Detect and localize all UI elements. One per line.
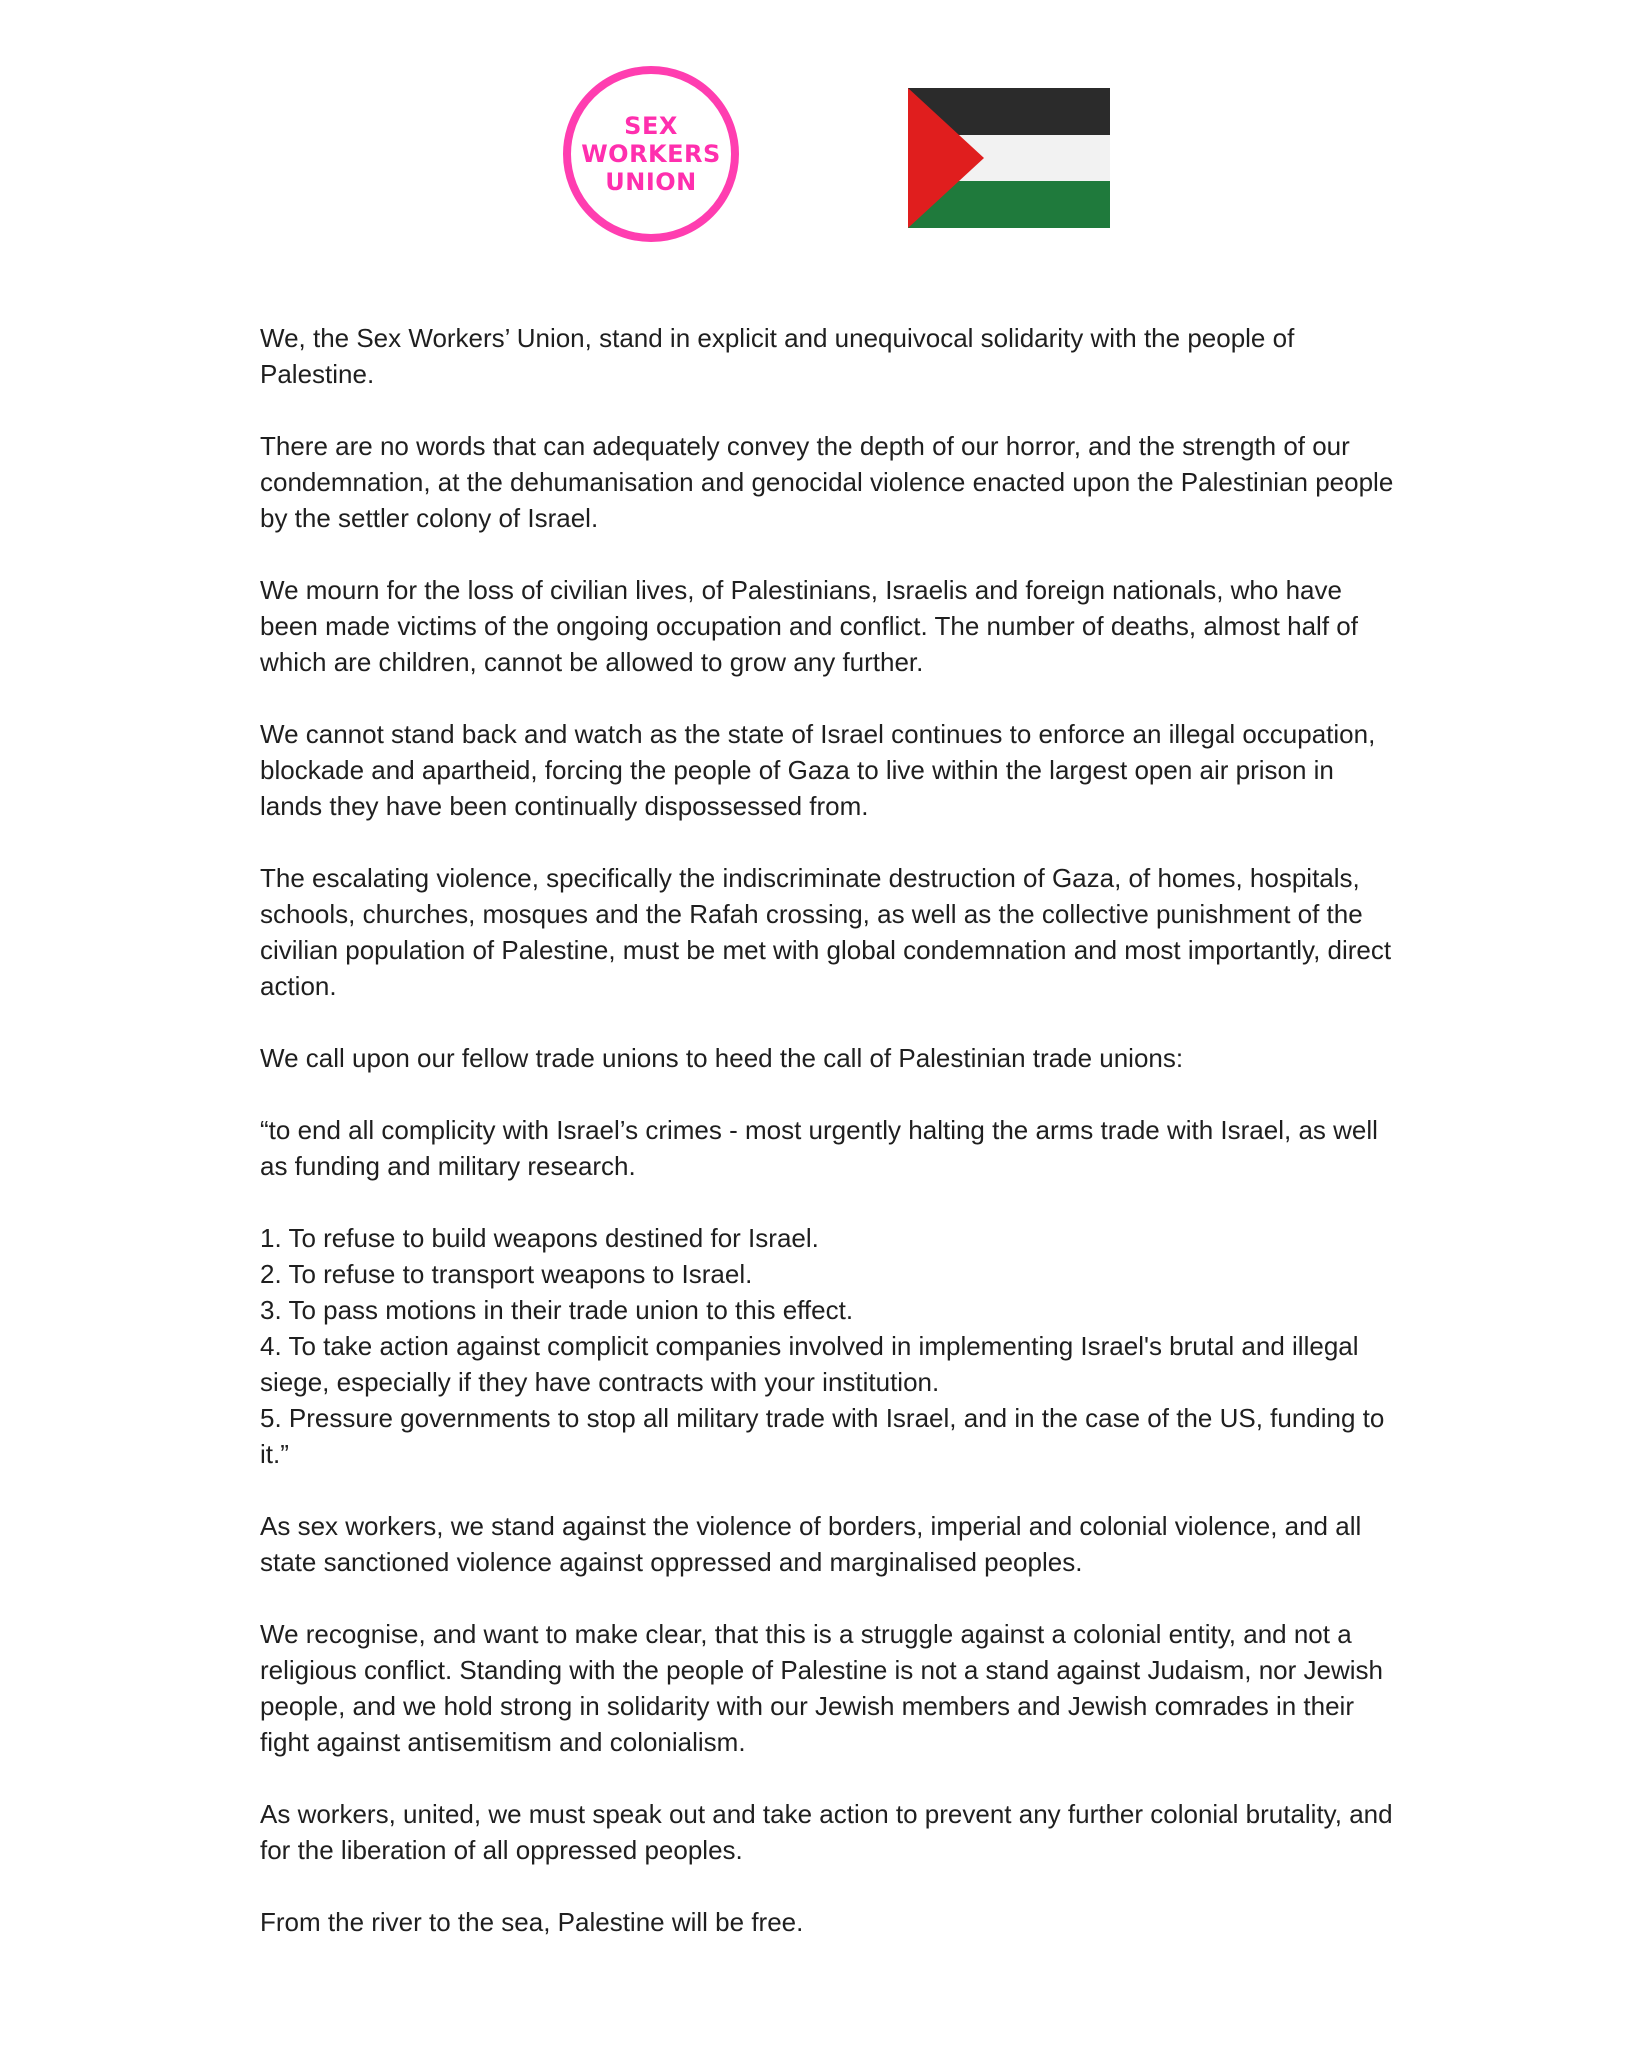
paragraph-occupation: We cannot stand back and watch as the state of Israel continues to enforce an illegal occupation, blockade and apartheid, forcing the people of Gaza to live within the largest open air prison in lands they have been continually dispossessed from. [260,719,1376,821]
logo-line-2: WORKERS [581,140,721,168]
sex-workers-union-logo [563,66,739,242]
list-item: 1. To refuse to build weapons destined for Israel. [260,1223,819,1253]
list-item: 4. To take action against complicit companies involved in implementing Israel's brutal and illegal siege, especially if they have contracts with your institution. [260,1331,1359,1397]
paragraph-quote-intro: “to end all complicity with Israel’s crimes - most urgently halting the arms trade with Israel, as well as funding and military research. [260,1115,1378,1181]
paragraph-call-to-unions: We call upon our fellow trade unions to heed the call of Palestinian trade unions: [260,1043,1184,1073]
paragraph-against-violence: As sex workers, we stand against the violence of borders, imperial and colonial violence, and all state sanctioned violence against oppressed and marginalised peoples. [260,1511,1362,1577]
paragraph-workers-united: As workers, united, we must speak out and take action to prevent any further colonial brutality, and for the liberation of all oppressed peoples. [260,1799,1393,1865]
list-item: 5. Pressure governments to stop all military trade with Israel, and in the case of the US, funding to it.” [260,1403,1385,1469]
paragraph-solidarity: We, the Sex Workers’ Union, stand in explicit and unequivocal solidarity with the people of Palestine. [260,323,1295,389]
palestine-flag-icon [908,88,1110,228]
paragraph-mourning: We mourn for the loss of civilian lives, of Palestinians, Israelis and foreign nationals, who have been made victims of the ongoing occupation and conflict. The number of deaths, almost half of which are children, cannot be allowed to grow any further. [260,575,1358,677]
paragraph-final-line: From the river to the sea, Palestine will be free. [260,1907,804,1937]
logo-line-3: UNION [605,168,697,196]
demands-list [260,1220,1400,1472]
list-item: 2. To refuse to transport weapons to Israel. [260,1259,753,1289]
flag-graphic [908,88,1110,228]
statement-body [260,320,1400,1976]
list-item: 3. To pass motions in their trade union to this effect. [260,1295,854,1325]
logo-line-1: SEX [624,112,678,140]
header [0,60,1638,260]
paragraph-colonial-struggle: We recognise, and want to make clear, that this is a struggle against a colonial entity, and not a religious conflict. Standing with the people of Palestine is not a stand against Judaism, nor Jewish people, and we hold strong in solidarity with our Jewish members and Jewish comrades in their fight against antisemitism and colonialism. [260,1619,1383,1757]
logo-text [581,112,721,196]
paragraph-condemnation: There are no words that can adequately convey the depth of our horror, and the strength of our condemnation, at the dehumanisation and genocidal violence enacted upon the Palestinian people by the settler colony of Israel. [260,431,1394,533]
paragraph-escalation: The escalating violence, specifically the indiscriminate destruction of Gaza, of homes, hospitals, schools, churches, mosques and the Rafah crossing, as well as the collective punishment of the civilian population of Palestine, must be met with global condemnation and most importantly, direct action. [260,863,1392,1001]
